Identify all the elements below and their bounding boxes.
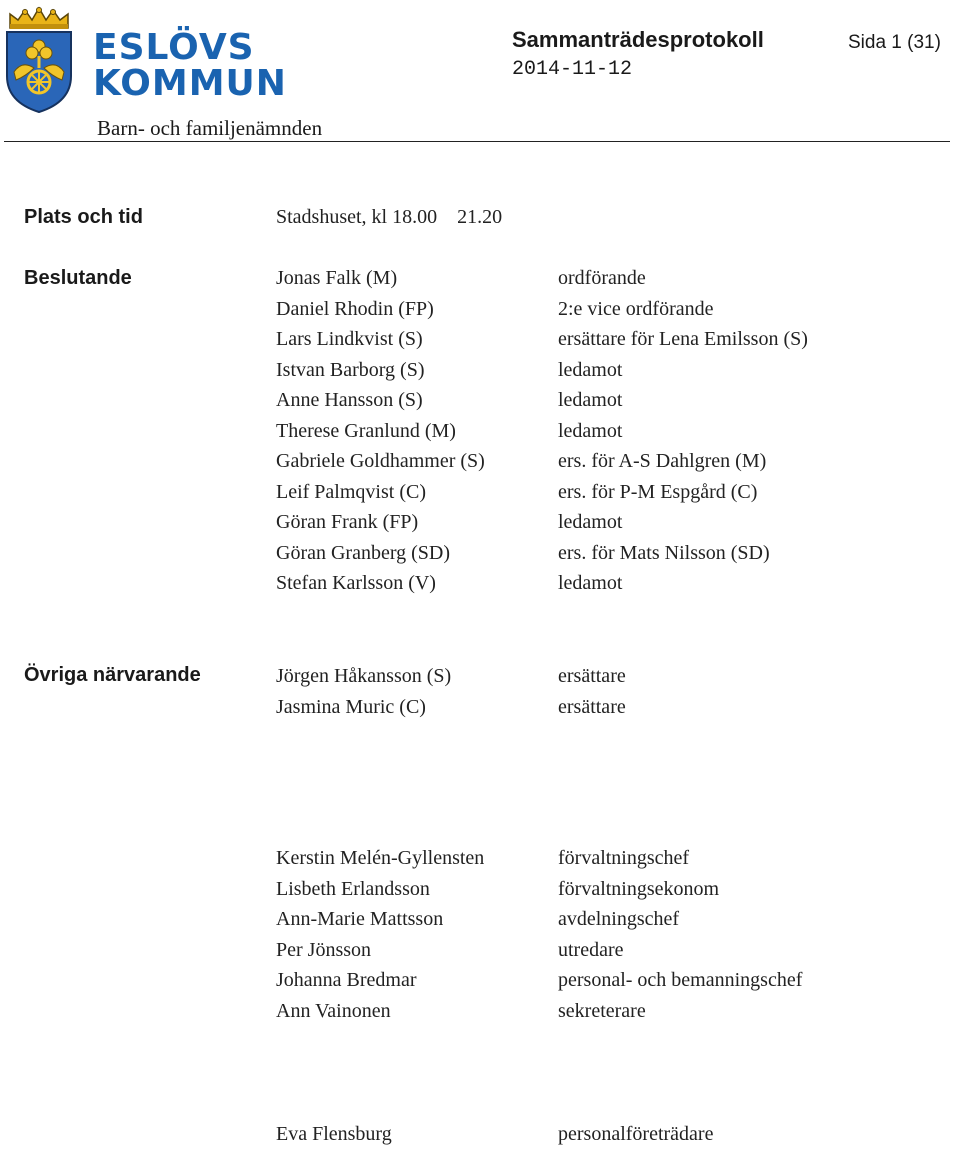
- decision-makers-label: Beslutande: [24, 267, 132, 289]
- attendee-name: Leif Palmqvist (C): [276, 480, 426, 503]
- attendee-name: Lisbeth Erlandsson: [276, 877, 430, 900]
- attendee-role: ersättare för Lena Emilsson (S): [558, 328, 808, 350]
- place-time-end: 21.20: [457, 206, 503, 228]
- attendee-name: Eva Flensburg: [276, 1123, 392, 1145]
- attendee-role: förvaltningsekonom: [558, 877, 720, 900]
- others-present-label: Övriga närvarande: [24, 664, 201, 686]
- place-time-start: Stadshuset, kl 18.00: [276, 206, 438, 228]
- attendee-role: 2:e vice ordförande: [558, 297, 714, 320]
- document-date: 2014-11-12: [512, 58, 633, 81]
- attendee-name: Lars Lindkvist (S): [276, 328, 423, 350]
- attendee-role: ers. för A-S Dahlgren (M): [558, 450, 767, 472]
- attendee-role: ordförande: [558, 267, 646, 289]
- attendee-name: Gabriele Goldhammer (S): [276, 450, 485, 472]
- attendee-role: ersättare: [558, 665, 626, 687]
- municipality-logo-text: [93, 27, 287, 104]
- attendee-role: sekreterare: [558, 999, 646, 1022]
- logo-line-1: ESLÖVS: [93, 27, 255, 68]
- page-number: Sida 1 (31): [848, 32, 941, 53]
- attendee-name: Daniel Rhodin (FP): [276, 297, 434, 320]
- attendee-name: Stefan Karlsson (V): [276, 572, 436, 594]
- attendee-name: Anne Hansson (S): [276, 389, 423, 411]
- header-divider: [4, 141, 950, 142]
- place-time-value: [276, 206, 502, 229]
- attendee-role: personalföreträdare: [558, 1123, 714, 1145]
- attendee-role: ers. för Mats Nilsson (SD): [558, 541, 770, 564]
- attendee-role: ers. för P-M Espgård (C): [558, 480, 758, 503]
- attendee-role: utredare: [558, 938, 624, 961]
- attendee-role: ledamot: [558, 572, 623, 594]
- attendee-role: avdelningschef: [558, 908, 680, 930]
- attendee-role: ledamot: [558, 511, 623, 533]
- attendee-role: ersättare: [558, 695, 626, 718]
- attendee-name: Istvan Barborg (S): [276, 358, 425, 381]
- attendee-name: Göran Granberg (SD): [276, 541, 451, 564]
- document-title: Sammanträdesprotokoll: [512, 27, 764, 52]
- attendee-name: Ann-Marie Mattsson: [276, 908, 444, 930]
- attendee-role: ledamot: [558, 419, 623, 442]
- attendee-name: Jörgen Håkansson (S): [276, 665, 452, 687]
- logo-line-2: KOMMUN: [93, 63, 287, 104]
- attendee-name: Ann Vainonen: [276, 999, 391, 1022]
- attendee-name: Jasmina Muric (C): [276, 695, 426, 718]
- place-time-label: Plats och tid: [24, 206, 143, 228]
- attendee-role: förvaltningschef: [558, 847, 690, 869]
- coat-of-arms-icon: [4, 6, 74, 114]
- attendee-name: Johanna Bredmar: [276, 969, 417, 991]
- attendee-role: ledamot: [558, 358, 623, 381]
- attendee-role: personal- och bemanningschef: [558, 969, 803, 991]
- attendee-name: Kerstin Melén-Gyllensten: [276, 847, 485, 869]
- attendee-name: Göran Frank (FP): [276, 511, 419, 533]
- attendee-name: Jonas Falk (M): [276, 267, 398, 289]
- attendee-role: ledamot: [558, 389, 623, 411]
- committee-name: Barn- och familjenämnden: [97, 116, 323, 140]
- attendee-name: Therese Granlund (M): [276, 419, 456, 442]
- attendee-name: Per Jönsson: [276, 938, 372, 961]
